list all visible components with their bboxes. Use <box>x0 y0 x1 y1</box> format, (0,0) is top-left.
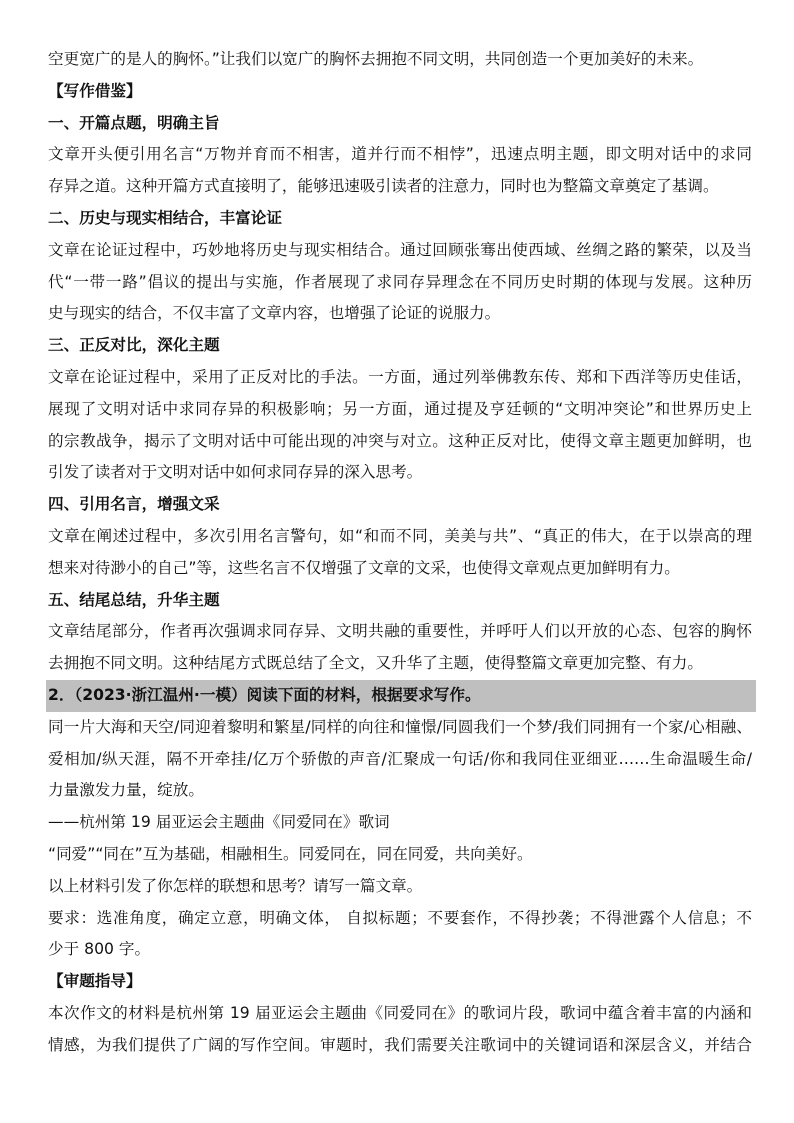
document-page <box>48 44 752 1062</box>
paragraph-line: 想来对待渺小的自己”等，这些名言不仅增强了文章的文采，也使得文章观点更加鲜明有力。 <box>48 558 680 577</box>
paragraph-line: 情感，为我们提供了广阔的写作空间。审题时，我们需要关注歌词中的关键词语和深层含义，并结合 <box>48 1035 752 1054</box>
paragraph-line: 本次作文的材料是杭州第 19 届亚运会主题曲《同爱同在》的歌词片段，歌词中蕴含着丰富的内涵和 <box>48 1003 752 1022</box>
paragraph-line: 存异之道。这种开篇方式直接明了，能够迅速吸引读者的注意力，同时也为整篇文章奠定了基调。 <box>48 177 719 196</box>
paragraph-line: 展现了文明对话中求同存异的积极影响；另一方面，通过提及亨廷顿的“文明冲突论”和世界历史上 <box>48 399 752 418</box>
paragraph-line: 代“一带一路”倡议的提出与实施，作者展现了求同存异理念在不同历史时期的体现与发展。这种历 <box>48 272 752 291</box>
section-heading: 三、正反对比，深化主题 <box>48 336 220 355</box>
section-heading: 一、开篇点题，明确主旨 <box>48 113 220 132</box>
section-heading: 四、引用名言，增强文采 <box>48 495 220 514</box>
section-heading: 【审题指导】 <box>48 972 142 991</box>
paragraph-line: 文章开头便引用名言“万物并育而不相害，道并行而不相悖”，迅速点明主题，即文明对话中的求同 <box>48 145 752 164</box>
paragraph-line: 的宗教战争，揭示了文明对话中可能出现的冲突与对立。这种正反对比，使得文章主题更加鲜明，也 <box>48 431 752 450</box>
paragraph-line: “同爱”“同在”互为基础，相融相生。同爱同在，同在同爱，共向美好。 <box>48 844 533 863</box>
paragraph-line: 少于 800 字。 <box>48 940 151 959</box>
section-heading: 五、结尾总结，升华主题 <box>48 590 220 609</box>
paragraph-line: 文章在论证过程中，采用了正反对比的手法。一方面，通过列举佛教东传、郑和下西洋等历史佳话， <box>48 367 752 386</box>
paragraph-line: 以上材料引发了你怎样的联想和思考？请写一篇文章。 <box>48 876 423 895</box>
paragraph-line: 爱相加/纵天涯，隔不开牵挂/亿万个骄傲的声音/汇聚成一句话/你和我同住亚细亚……生命温暖生命/ <box>48 749 752 768</box>
paragraph-line: 文章结尾部分，作者再次强调求同存异、文明共融的重要性，并呼吁人们以开放的心态、包容的胸怀 <box>48 622 752 641</box>
paragraph-line: ——杭州第 19 届亚运会主题曲《同爱同在》歌词 <box>48 813 390 832</box>
paragraph-line: 力量激发力量，绽放。 <box>48 781 204 800</box>
paragraph-line: 空更宽广的是人的胸怀。”让我们以宽广的胸怀去拥抱不同文明，共同创造一个更加美好的未来。 <box>48 50 704 68</box>
paragraph-line: 去拥抱不同文明。这种结尾方式既总结了全文，又升华了主题，使得整篇文章更加完整、有力。 <box>48 654 703 673</box>
paragraph-line: 要求：选准角度，确定立意，明确文体， 自拟标题；不要套作，不得抄袭；不得泄露个人信息；不 <box>48 908 752 927</box>
question-title-bar: 2．（2023·浙江温州·一模）阅读下面的材料，根据要求写作。 <box>46 680 756 712</box>
section-heading: 【写作借鉴】 <box>48 81 142 100</box>
paragraph-line: 引发了读者对于文明对话中如何求同存异的深入思考。 <box>48 463 423 482</box>
paragraph-line: 同一片大海和天空/同迎着黎明和繁星/同样的向往和憧憬/同圆我们一个梦/我们同拥有一个家/心相融、 <box>48 717 752 736</box>
paragraph-line: 文章在论证过程中，巧妙地将历史与现实相结合。通过回顾张骞出使西域、丝绸之路的繁荣，以及当 <box>48 240 752 259</box>
paragraph-line: 史与现实的结合，不仅丰富了文章内容，也增强了论证的说服力。 <box>48 304 501 323</box>
section-heading: 二、历史与现实相结合，丰富论证 <box>48 208 282 227</box>
paragraph-line: 文章在阐述过程中，多次引用名言警句，如“和而不同，美美与共”、“真正的伟大，在于以崇高的理 <box>48 526 752 545</box>
